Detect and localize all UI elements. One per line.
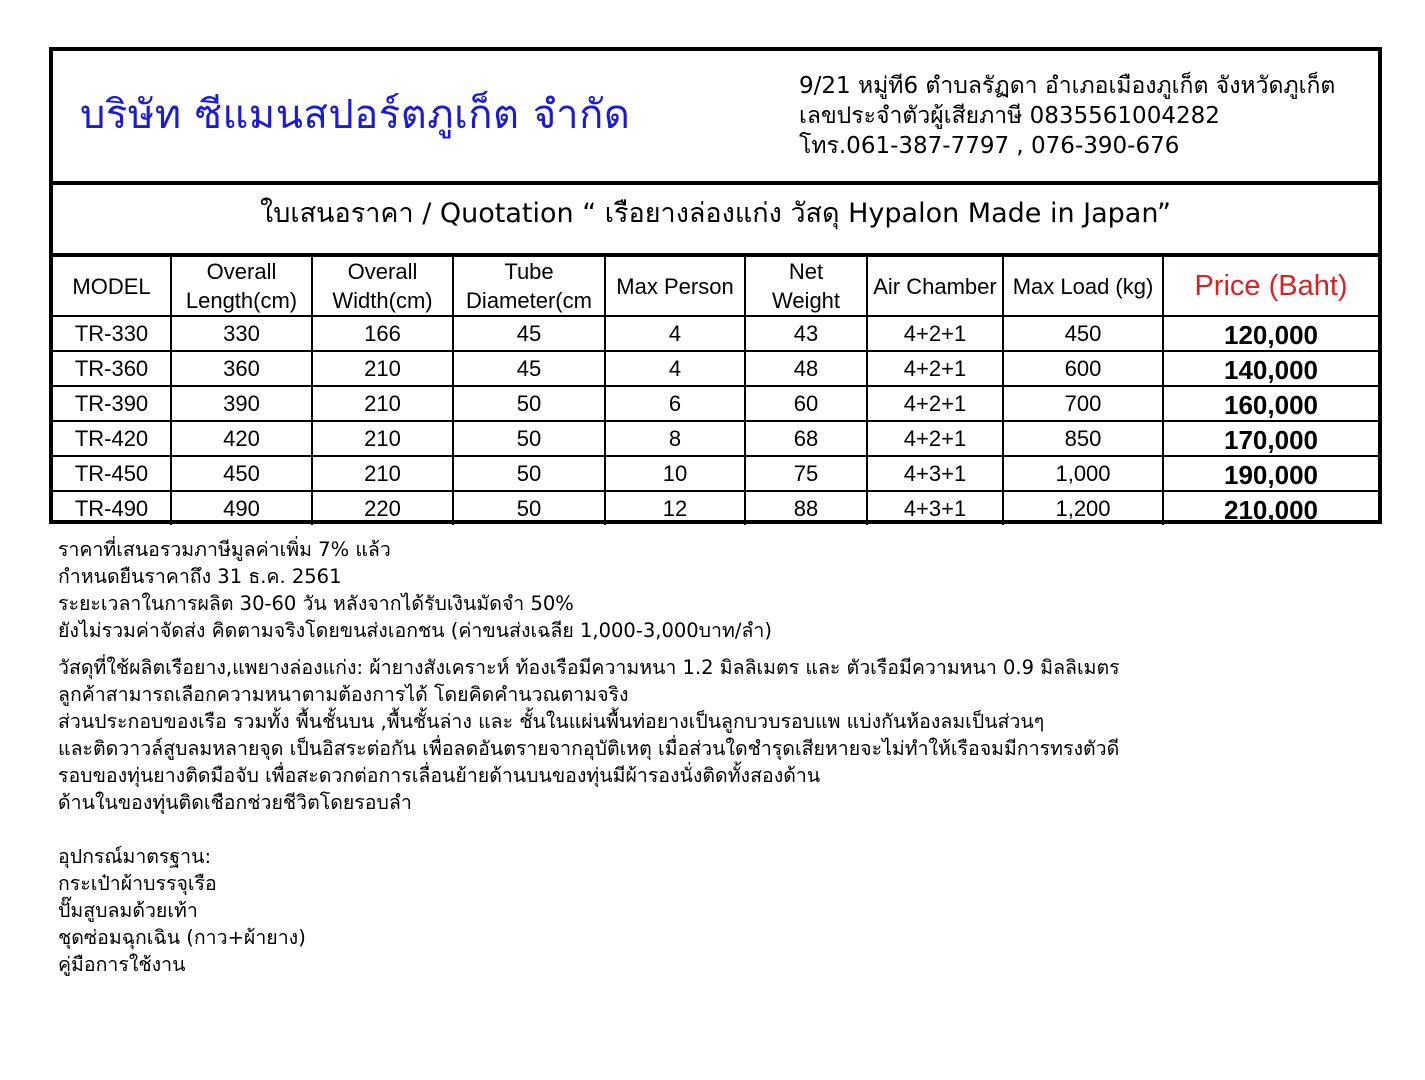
material-line: รอบของทุ่นยางติดมือจับ เพื่อสะดวกต่อการเลื่อนย้ายด้านบนของทุ่นมีผ้ารองนั่งติดทั้งสองด้าน — [58, 764, 821, 787]
header-model: MODEL — [53, 257, 171, 316]
notes-section — [58, 536, 1120, 978]
equipment-item: กระเป๋าผ้าบรรจุเรือ — [58, 872, 217, 895]
company-header — [53, 51, 1378, 185]
cell-load: 700 — [1003, 386, 1163, 421]
header-length: Overall Length(cm) — [171, 257, 312, 316]
cell-tube: 50 — [453, 421, 605, 456]
cell-model: TR-450 — [53, 456, 171, 491]
quotation-frame — [49, 47, 1382, 524]
cell-chamber: 4+3+1 — [867, 456, 1003, 491]
cell-chamber: 4+3+1 — [867, 491, 1003, 525]
cell-price: 170,000 — [1163, 421, 1378, 456]
table-row — [53, 316, 1378, 351]
cell-chamber: 4+2+1 — [867, 316, 1003, 351]
table-row — [53, 491, 1378, 525]
cell-price: 160,000 — [1163, 386, 1378, 421]
equipment-item: คู่มือการใช้งาน — [58, 953, 186, 976]
cell-price: 140,000 — [1163, 351, 1378, 386]
term-line: กำหนดยืนราคาถึง 31 ธ.ค. 2561 — [58, 565, 342, 588]
header-max-load: Max Load (kg) — [1003, 257, 1163, 316]
equipment-heading: อุปกรณ์มาตรฐาน: — [58, 845, 212, 868]
cell-length: 360 — [171, 351, 312, 386]
cell-person: 6 — [605, 386, 745, 421]
cell-person: 8 — [605, 421, 745, 456]
cell-tube: 50 — [453, 386, 605, 421]
equipment-item: ปั๊มสูบลมด้วยเท้า — [58, 899, 198, 922]
cell-width: 210 — [312, 456, 453, 491]
cell-load: 450 — [1003, 316, 1163, 351]
cell-person: 12 — [605, 491, 745, 525]
company-tax-id: เลขประจำตัวผู้เสียภาษี 0835561004282 — [799, 103, 1220, 129]
header-air-chamber: Air Chamber — [867, 257, 1003, 316]
table-row — [53, 351, 1378, 386]
cell-person: 10 — [605, 456, 745, 491]
cell-load: 850 — [1003, 421, 1163, 456]
quotation-title: ใบเสนอราคา / Quotation “ เรือยางล่องแก่ง วัสดุ Hypalon Made in Japan” — [53, 185, 1378, 257]
cell-tube: 45 — [453, 351, 605, 386]
term-line: ราคาที่เสนอรวมภาษีมูลค่าเพิ่ม 7% แล้ว — [58, 538, 391, 561]
header-price: Price (Baht) — [1163, 257, 1378, 316]
cell-width: 210 — [312, 351, 453, 386]
table-row — [53, 386, 1378, 421]
cell-load: 1,000 — [1003, 456, 1163, 491]
cell-length: 490 — [171, 491, 312, 525]
cell-weight: 60 — [745, 386, 867, 421]
table-header-row — [53, 257, 1378, 316]
cell-length: 390 — [171, 386, 312, 421]
table-row — [53, 456, 1378, 491]
material-line: วัสดุที่ใช้ผลิตเรือยาง,แพยางล่องแก่ง: ผ้ายางสังเคราะห์ ท้องเรือมีความหนา 1.2 มิลลิเมตร และ ตัวเรือมีความหนา 0.9 มิลลิเมตร — [58, 656, 1120, 679]
cell-length: 450 — [171, 456, 312, 491]
company-address: 9/21 หมู่ที6 ตำบลรัฏดา อำเภอเมืองภูเก็ต จังหวัดภูเก็ต — [799, 73, 1336, 99]
cell-model: TR-490 — [53, 491, 171, 525]
cell-chamber: 4+2+1 — [867, 351, 1003, 386]
equipment-item: ชุดซ่อมฉุกเฉิน (กาว+ผ้ายาง) — [58, 926, 306, 949]
material-line: และติดวาวล์สูบลมหลายจุด เป็นอิสระต่อกัน เพื่อลดอันตรายจากอุบัติเหตุ เมื่อส่วนใดชำรุดเสียหายจะไม่ทำให้เรือจมมีการทรงตัวดี — [58, 737, 1120, 760]
cell-weight: 48 — [745, 351, 867, 386]
header-max-person: Max Person — [605, 257, 745, 316]
material-line: ส่วนประกอบของเรือ รวมทั้ง พื้นชั้นบน ,พื้นชั้นล่าง และ ชั้นในแผ่นพื้นท่อยางเป็นลูกบวบรอบแพ แบ่งกันห้องลมเป็นส่วนๆ — [58, 710, 1045, 733]
cell-model: TR-420 — [53, 421, 171, 456]
company-phone: โทร.061-387-7797 , 076-390-676 — [799, 133, 1180, 159]
cell-price: 120,000 — [1163, 316, 1378, 351]
spec-table — [53, 257, 1378, 525]
cell-weight: 88 — [745, 491, 867, 525]
cell-width: 210 — [312, 421, 453, 456]
cell-width: 220 — [312, 491, 453, 525]
cell-tube: 50 — [453, 491, 605, 525]
cell-length: 420 — [171, 421, 312, 456]
cell-weight: 68 — [745, 421, 867, 456]
cell-chamber: 4+2+1 — [867, 421, 1003, 456]
cell-model: TR-330 — [53, 316, 171, 351]
cell-price: 190,000 — [1163, 456, 1378, 491]
cell-load: 600 — [1003, 351, 1163, 386]
cell-model: TR-390 — [53, 386, 171, 421]
cell-width: 210 — [312, 386, 453, 421]
cell-tube: 45 — [453, 316, 605, 351]
cell-person: 4 — [605, 316, 745, 351]
term-line: ยังไม่รวมค่าจัดส่ง คิดตามจริงโดยขนส่งเอกชน (ค่าขนส่งเฉลีย 1,000-3,000บาท/ลำ) — [58, 619, 772, 642]
header-width: Overall Width(cm) — [312, 257, 453, 316]
material-line: ด้านในของทุ่นติดเชือกช่วยชีวิตโดยรอบลำ — [58, 791, 412, 814]
cell-width: 166 — [312, 316, 453, 351]
cell-tube: 50 — [453, 456, 605, 491]
cell-model: TR-360 — [53, 351, 171, 386]
material-line: ลูกค้าสามารถเลือกความหนาตามต้องการได้ โดยคิดคำนวณตามจริง — [58, 683, 629, 706]
table-row — [53, 421, 1378, 456]
cell-price: 210,000 — [1163, 491, 1378, 525]
cell-load: 1,200 — [1003, 491, 1163, 525]
company-contact — [799, 71, 1335, 161]
cell-chamber: 4+2+1 — [867, 386, 1003, 421]
cell-weight: 75 — [745, 456, 867, 491]
header-tube-diameter: Tube Diameter(cm — [453, 257, 605, 316]
term-line: ระยะเวลาในการผลิต 30-60 วัน หลังจากได้รับเงินมัดจำ 50% — [58, 592, 574, 615]
cell-length: 330 — [171, 316, 312, 351]
cell-weight: 43 — [745, 316, 867, 351]
cell-person: 4 — [605, 351, 745, 386]
company-name: บริษัท ซีแมนสปอร์ตภูเก็ต จำกัด — [80, 92, 631, 138]
header-net-weight: Net Weight — [745, 257, 867, 316]
